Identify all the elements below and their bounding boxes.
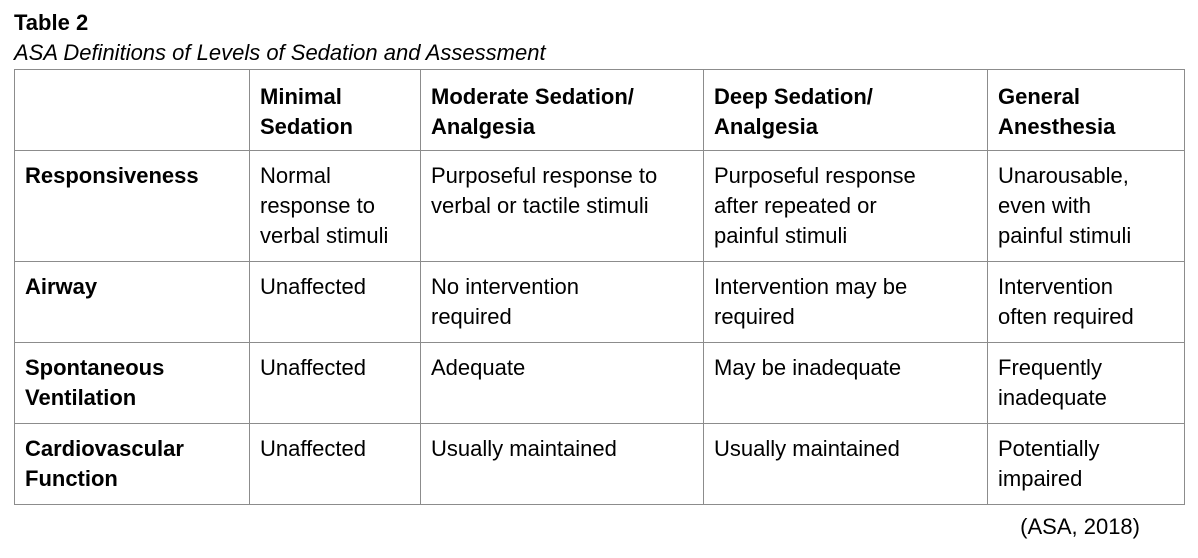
- row-header-line: Function: [25, 466, 118, 491]
- table-header-row: [15, 70, 1185, 151]
- cell-line: after repeated or: [714, 193, 877, 218]
- cell-line: even with: [998, 193, 1091, 218]
- table-cell: [250, 424, 421, 505]
- table-cell: [421, 262, 704, 343]
- table-cell: [988, 262, 1185, 343]
- cell-line: Purposeful response: [714, 163, 916, 188]
- cell-line: Frequently: [998, 355, 1102, 380]
- table-cell: [988, 424, 1185, 505]
- cell-line: Normal: [260, 163, 331, 188]
- cell-line: verbal or tactile stimuli: [431, 193, 649, 218]
- table-cell: [421, 151, 704, 262]
- cell-line: required: [714, 304, 795, 329]
- row-header-line: Responsiveness: [25, 163, 199, 188]
- table-cell: [704, 343, 988, 424]
- column-header-line: Analgesia: [714, 114, 818, 139]
- column-header-line: Analgesia: [431, 114, 535, 139]
- cell-line: Unaffected: [260, 436, 367, 461]
- cell-line: response to: [260, 193, 375, 218]
- cell-line: Usually maintained: [431, 436, 617, 461]
- row-header-cardiovascular-function: [15, 424, 250, 505]
- cell-line: May be inadequate: [714, 355, 902, 380]
- table-row-airway: [15, 262, 1185, 343]
- table-cell: [250, 343, 421, 424]
- table-row-cardiovascular-function: [15, 424, 1185, 505]
- cell-line: Intervention may be: [714, 274, 908, 299]
- cell-line: Unaffected: [260, 274, 367, 299]
- column-header-deep-sedation: [704, 70, 988, 151]
- column-header-line: Sedation: [260, 114, 353, 139]
- table-cell: [250, 262, 421, 343]
- cell-line: No intervention: [431, 274, 579, 299]
- column-header-line: General: [998, 84, 1080, 109]
- citation: (ASA, 2018): [1020, 514, 1140, 539]
- row-header-line: Cardiovascular: [25, 436, 184, 461]
- cell-line: verbal stimuli: [260, 223, 389, 248]
- column-header-line: Anesthesia: [998, 114, 1116, 139]
- cell-line: painful stimuli: [998, 223, 1132, 248]
- column-header-line: Deep Sedation/: [714, 84, 873, 109]
- cell-line: Adequate: [431, 355, 526, 380]
- cell-line: inadequate: [998, 385, 1107, 410]
- table-cell: [704, 262, 988, 343]
- column-header-line: Moderate Sedation/: [431, 84, 634, 109]
- column-header-general-anesthesia: [988, 70, 1185, 151]
- cell-line: Usually maintained: [714, 436, 900, 461]
- cell-line: Intervention: [998, 274, 1113, 299]
- cell-line: Potentially: [998, 436, 1100, 461]
- table-cell: [421, 343, 704, 424]
- cell-line: Purposeful response to: [431, 163, 658, 188]
- column-header-line: Minimal: [260, 84, 342, 109]
- table-label: Table 2: [14, 10, 89, 35]
- cell-line: often required: [998, 304, 1134, 329]
- cell-line: required: [431, 304, 512, 329]
- table-cell: [250, 151, 421, 262]
- row-header-responsiveness: [15, 151, 250, 262]
- table-cell: [988, 151, 1185, 262]
- corner-cell: [15, 70, 250, 151]
- table-cell: [421, 424, 704, 505]
- table-cell: [988, 343, 1185, 424]
- table-cell: [704, 151, 988, 262]
- row-header-spontaneous-ventilation: [15, 343, 250, 424]
- row-header-line: Ventilation: [25, 385, 137, 410]
- table-row-responsiveness: [15, 151, 1185, 262]
- row-header-line: Spontaneous: [25, 355, 165, 380]
- table-row-spontaneous-ventilation: [15, 343, 1185, 424]
- cell-line: impaired: [998, 466, 1083, 491]
- column-header-minimal-sedation: [250, 70, 421, 151]
- cell-line: Unaffected: [260, 355, 367, 380]
- table-title: ASA Definitions of Levels of Sedation and Assessment: [14, 40, 546, 65]
- column-header-moderate-sedation: [421, 70, 704, 151]
- cell-line: painful stimuli: [714, 223, 848, 248]
- document: [14, 8, 1184, 505]
- row-header-airway: [15, 262, 250, 343]
- cell-line: Unarousable,: [998, 163, 1129, 188]
- table-cell: [704, 424, 988, 505]
- row-header-line: Airway: [25, 274, 98, 299]
- sedation-levels-table: [14, 69, 1185, 505]
